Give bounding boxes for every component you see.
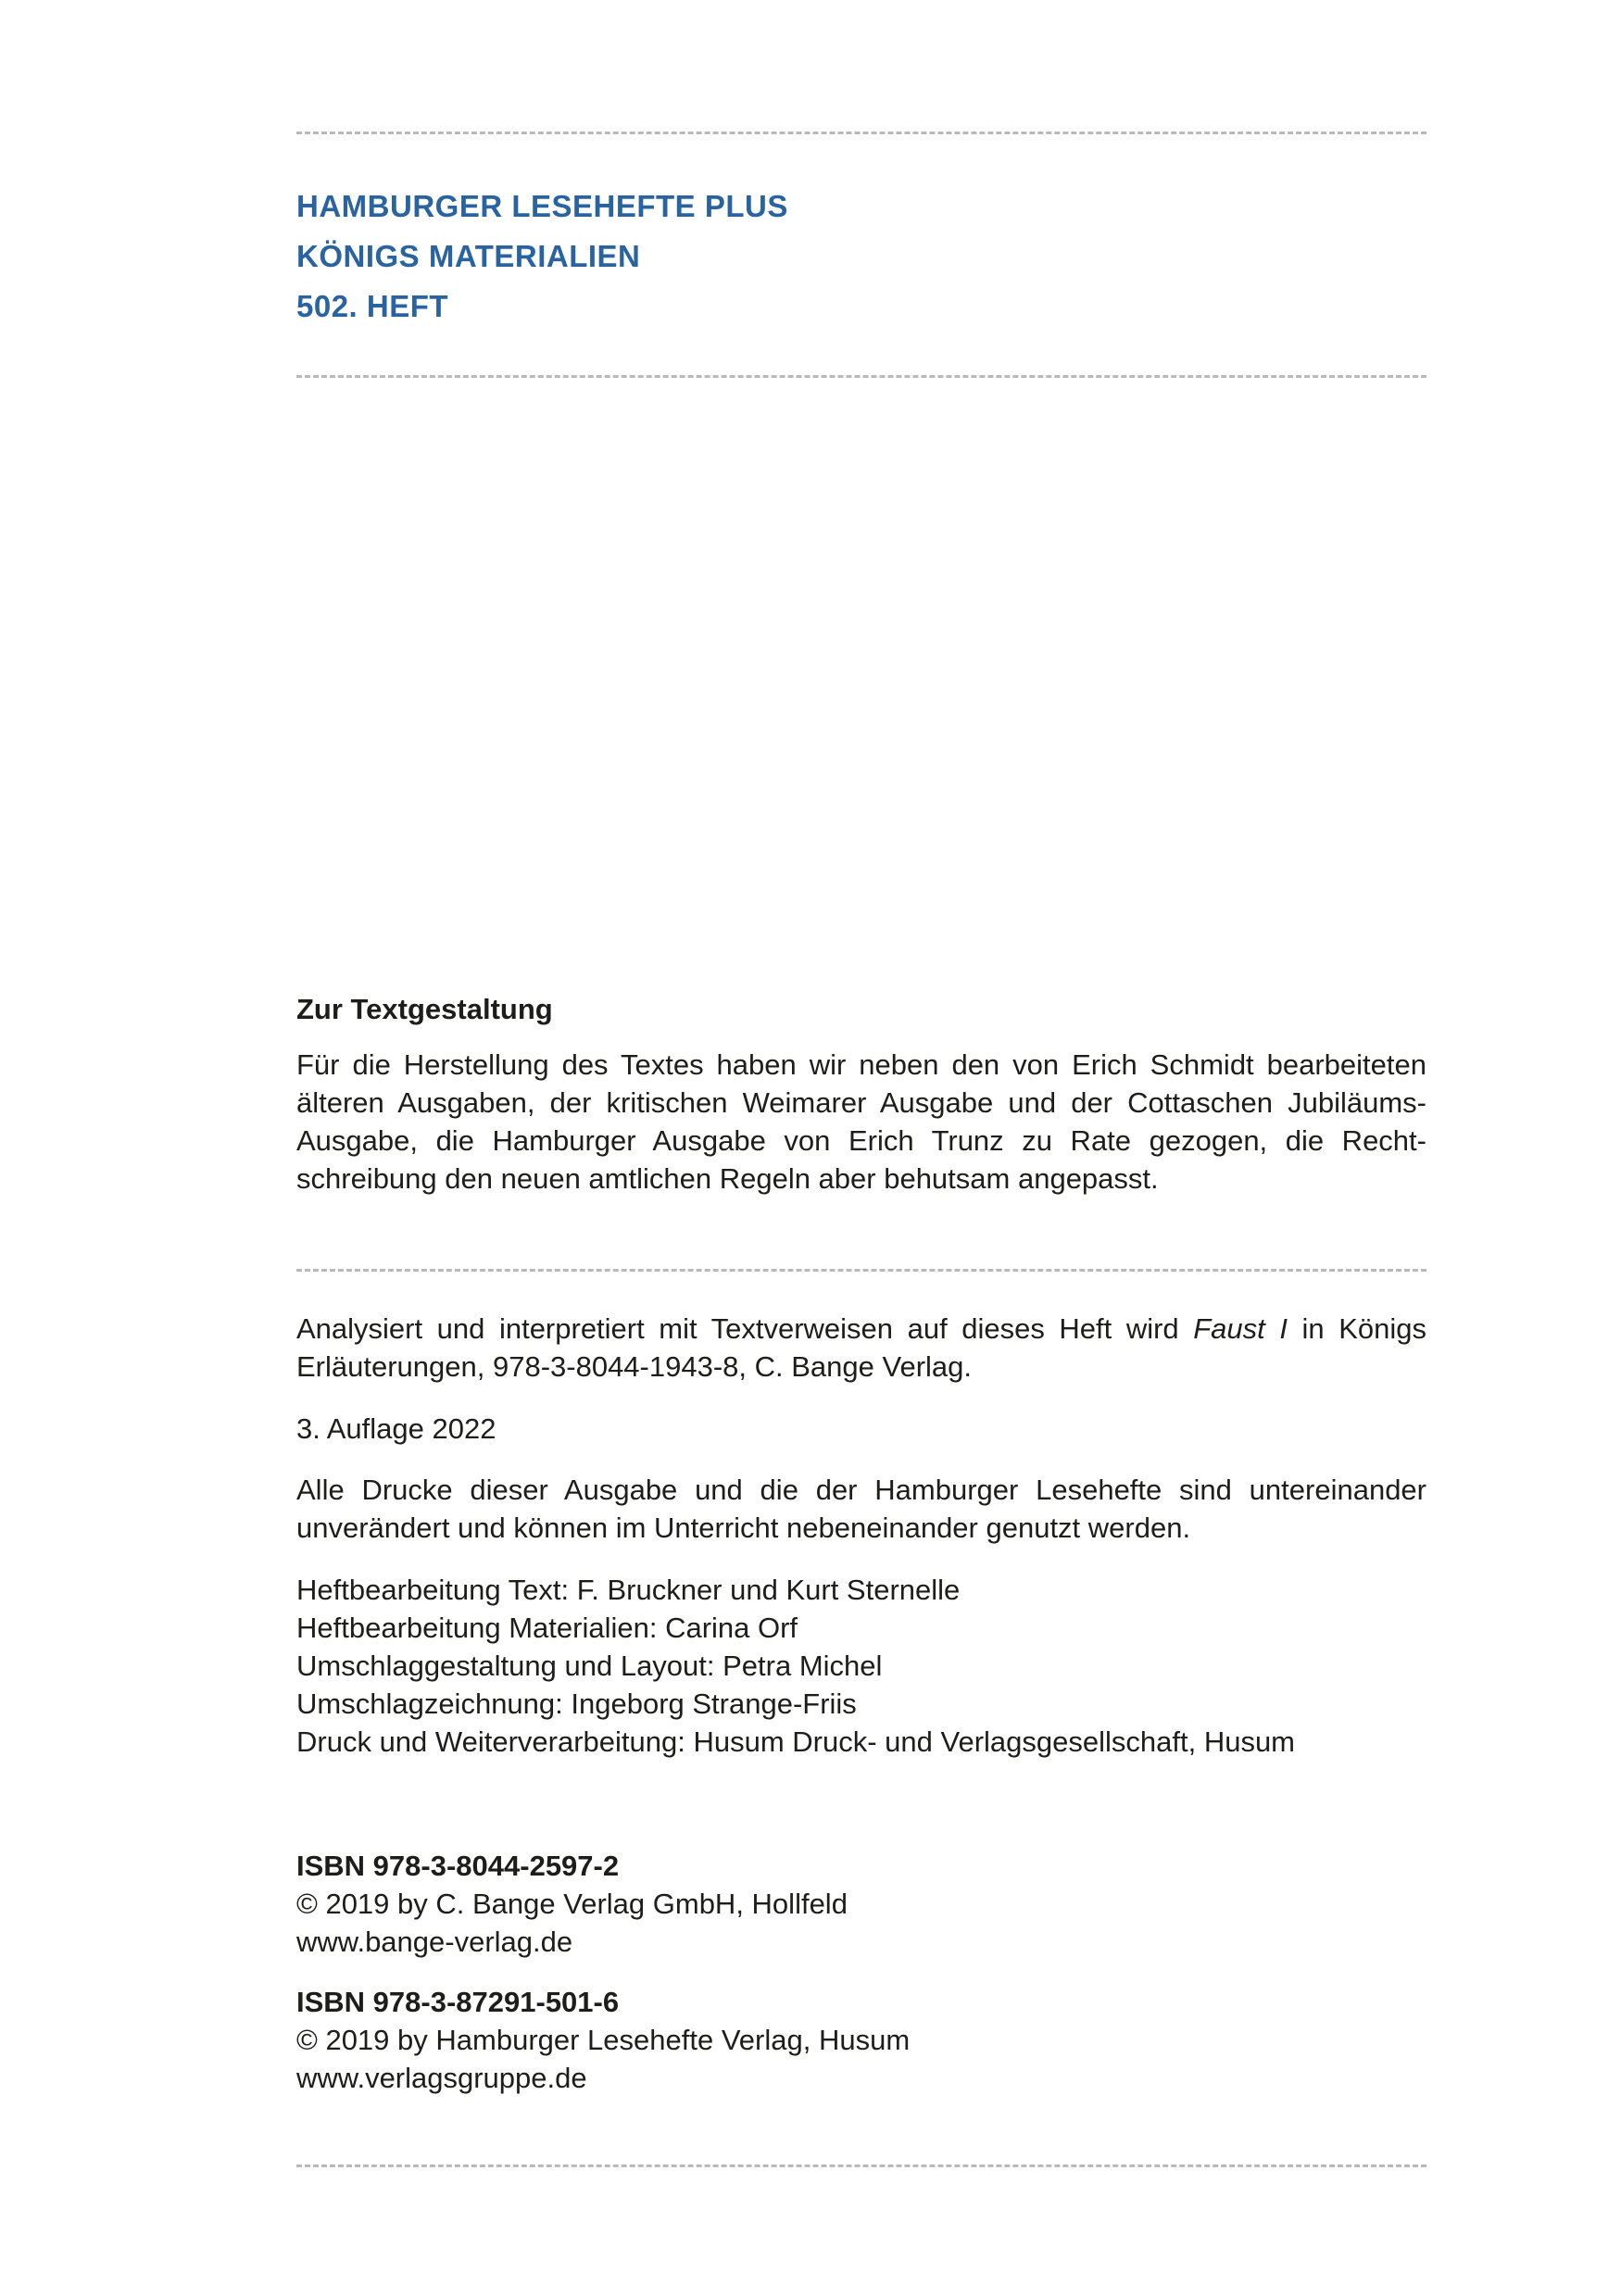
series-line-3: 502. HEFT [296,289,449,323]
analysis-text-after: in Königs Erläuterungen, 978-3-8044-1943-8, C. Bange Verlag. [296,1312,1427,1383]
analysis-text-before: Analysiert und interpretiert mit Textverweisen auf dieses Heft wird [296,1312,1194,1345]
credit-line: Umschlaggestaltung und Layout: Petra Michel [296,1650,883,1682]
analysis-note [296,1310,1426,1386]
publisher-block-2 [296,1983,1426,2097]
credit-line: Umschlagzeichnung: Ingeborg Strange-Friis [296,1687,857,1720]
publisher-url-2: www.verlagsgruppe.de [296,2062,587,2094]
prints-note [296,1471,1426,1547]
analysis-work-title: Faust I [1193,1312,1288,1345]
isbn-2: ISBN 978-3-87291-501-6 [296,1986,620,2018]
isbn-1: ISBN 978-3-8044-2597-2 [296,1850,620,1882]
series-line-1: HAMBURGER LESEHEFTE PLUS [296,189,788,223]
copyright-1: © 2019 by C. Bange Verlag GmbH, Hollfeld [296,1888,848,1920]
credit-line: Heftbearbeitung Materialien: Carina Orf [296,1612,798,1644]
edition-note [296,1410,1426,1448]
edition-text: 3. Auflage 2022 [296,1412,496,1445]
divider-2 [296,375,1426,378]
credit-line: Heftbearbeitung Text: F. Bruckner und Kurt Sternelle [296,1574,961,1606]
prints-note-text: Alle Drucke dieser Ausgabe und die der Hamburger Lesehefte sind untereinander unverändert und können im Unterricht nebeneinander genutzt werden. [296,1474,1426,1544]
credit-line: Druck und Weiterverarbeitung: Husum Druck- und Verlagsgesellschaft, Husum [296,1725,1296,1758]
textgestaltung-section [296,990,1426,1198]
divider-3 [296,1269,1426,1272]
copyright-2: © 2019 by Hamburger Lesehefte Verlag, Husum [296,2024,911,2056]
credits-list [296,1571,1426,1761]
publisher-url-1: www.bange-verlag.de [296,1926,573,1958]
series-line-2: KÖNIGS MATERIALIEN [296,239,641,273]
series-block [296,182,788,332]
publisher-block-1 [296,1847,1426,1961]
divider-bottom [296,2164,1426,2167]
analysis-paragraph [296,1310,1426,1386]
divider-top [296,132,1426,134]
textgestaltung-heading: Zur Textgestaltung [296,993,553,1025]
textgestaltung-paragraph: Für die Herstellung des Textes haben wir neben den von Erich Schmidt bearbeiteten älteren Ausgaben, der kritischen Weimarer Ausgabe und der Cottaschen Jubiläums-Ausgabe, die Hamburger Ausgabe von Erich Trunz zu Rate gezogen, die Recht-schreibung den neuen amtlichen Regeln aber behutsam angepasst. [296,1048,1426,1195]
